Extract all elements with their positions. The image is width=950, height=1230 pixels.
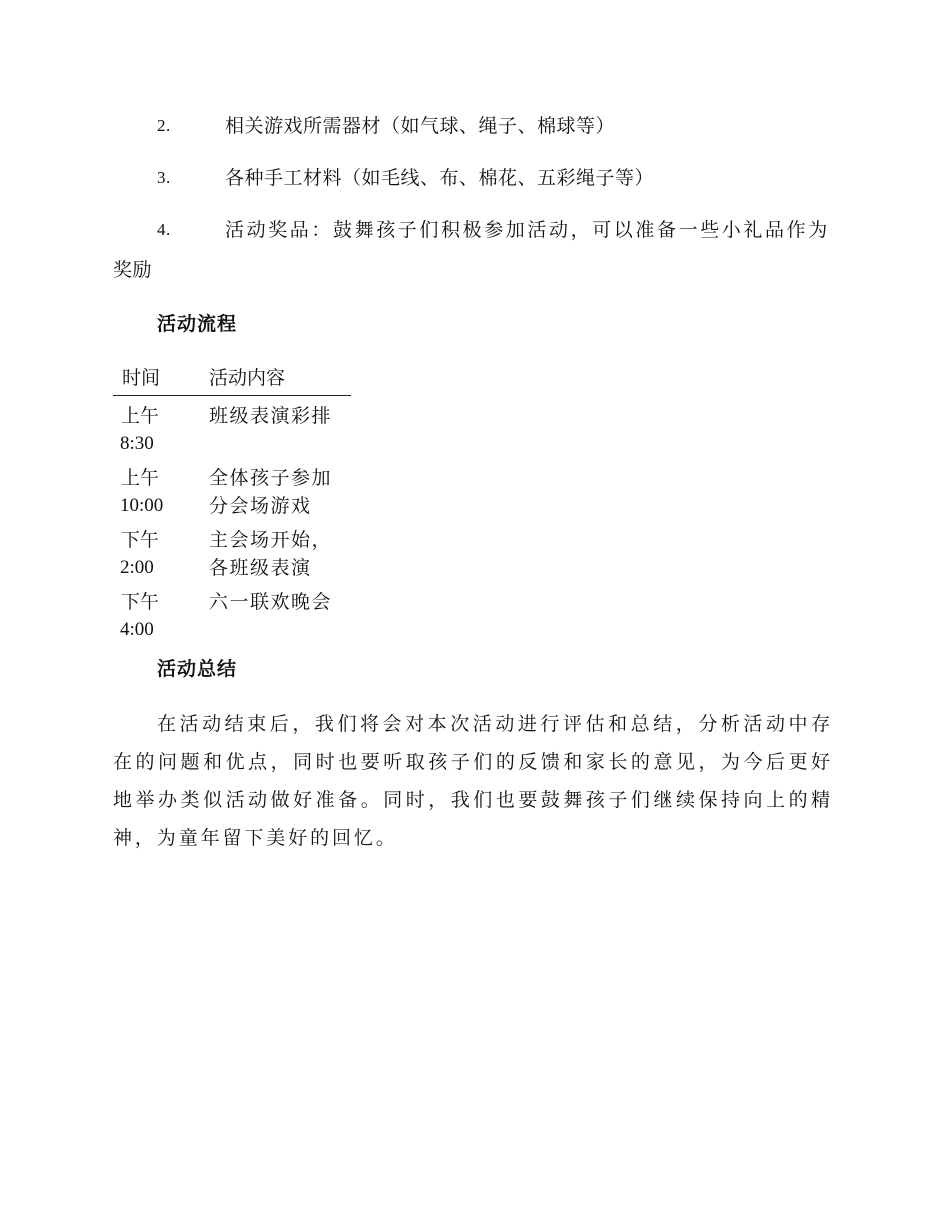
list-number: 4. bbox=[157, 220, 171, 239]
list-text: 相关游戏所需器材（如气球、绳子、棉球等） bbox=[225, 115, 616, 137]
schedule-row bbox=[113, 520, 351, 582]
time-value: 10:00 bbox=[120, 495, 164, 516]
list-number: 2. bbox=[157, 116, 171, 135]
summary-heading: 活动总结 bbox=[157, 658, 238, 680]
time-value: 2:00 bbox=[120, 557, 154, 578]
time-period: 上午 bbox=[121, 405, 160, 427]
time-cell bbox=[121, 402, 201, 458]
header-activity: 活动内容 bbox=[209, 367, 286, 389]
time-period: 上午 bbox=[121, 467, 160, 489]
flow-heading: 活动流程 bbox=[157, 313, 238, 335]
list-text: 活动奖品：鼓舞孩子们积极参加活动，可以准备一些小礼品作为 bbox=[225, 219, 830, 241]
list-text-continuation: 奖励 bbox=[113, 259, 153, 281]
schedule-row bbox=[113, 582, 351, 644]
list-text: 各种手工材料（如毛线、布、棉花、五彩绳子等） bbox=[225, 167, 655, 189]
summary-paragraph: 在活动结束后，我们将会对本次活动进行评估和总结，分析活动中存在的问题和优点，同时也要听取孩子们的反馈和家长的意见，为今后更好地举办类似活动做好准备。同时，我们也要鼓舞孩子们继续保持向上的精神，为童年留下美好的回忆。 bbox=[113, 713, 833, 849]
time-value: 8:30 bbox=[120, 433, 154, 454]
time-value: 4:00 bbox=[120, 619, 154, 640]
schedule-table bbox=[113, 364, 351, 644]
time-cell bbox=[121, 588, 201, 644]
time-period: 下午 bbox=[121, 529, 160, 551]
time-cell bbox=[121, 464, 201, 520]
activity-cell: 主会场开始，各班级表演 bbox=[209, 529, 333, 579]
activity-cell: 班级表演彩排 bbox=[209, 405, 333, 427]
list-number: 3. bbox=[157, 168, 171, 187]
activity-cell: 六一联欢晚会 bbox=[209, 591, 333, 613]
activity-cell: 全体孩子参加分会场游戏 bbox=[209, 467, 333, 517]
header-time: 时间 bbox=[122, 367, 161, 389]
time-cell bbox=[121, 526, 201, 582]
schedule-header bbox=[113, 364, 351, 396]
time-period: 下午 bbox=[121, 591, 160, 613]
schedule-row bbox=[113, 396, 351, 458]
schedule-row bbox=[113, 458, 351, 520]
